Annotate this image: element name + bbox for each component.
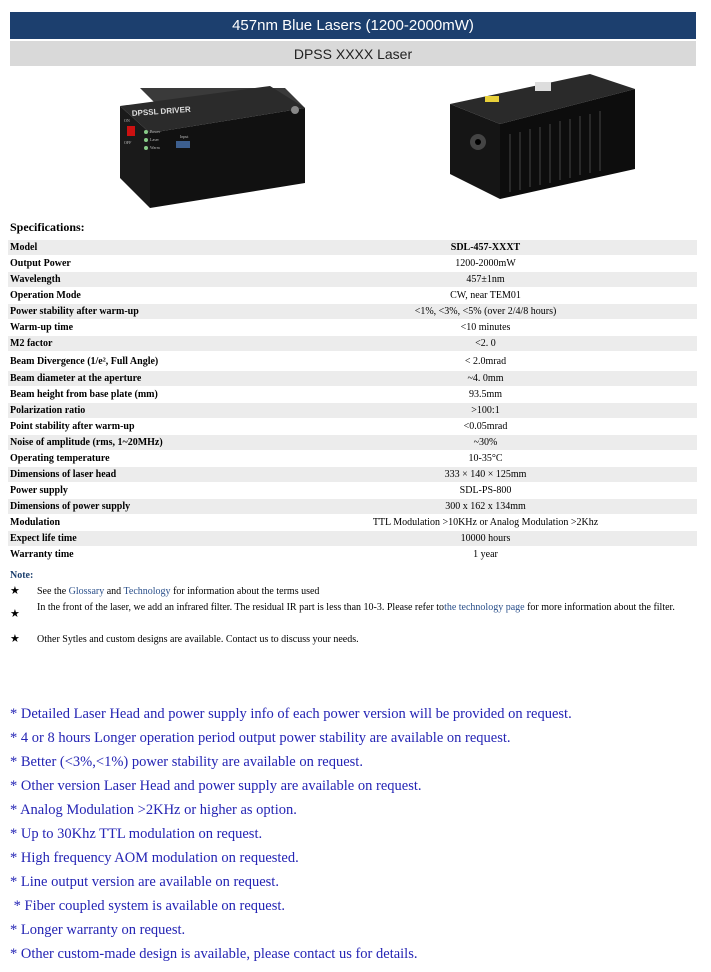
- driver-warm-label: Warm: [150, 145, 160, 150]
- list-item: * Fiber coupled system is available on request.: [10, 898, 286, 914]
- driver-label: DPSSL DRIVER: [131, 104, 191, 118]
- fan-icon: [291, 106, 299, 114]
- page-title: 457nm Blue Lasers (1200-2000mW): [10, 12, 696, 39]
- table-row: [8, 403, 697, 418]
- spec-key: Output Power: [8, 256, 274, 271]
- specifications-heading: Specifications:: [10, 220, 85, 234]
- spec-key: M2 factor: [8, 336, 274, 351]
- spec-key: Polarization ratio: [8, 403, 274, 418]
- list-item: * Other version Laser Head and power supply are available on request.: [10, 778, 422, 794]
- star-icon: ★: [10, 585, 20, 597]
- page-subtitle: DPSS XXXX Laser: [10, 41, 696, 66]
- spec-key: Model: [8, 240, 274, 255]
- list-item: * Analog Modulation >2KHz or higher as option.: [10, 802, 297, 818]
- star-icon: ★: [10, 633, 20, 645]
- spec-value: ~4. 0mm: [274, 371, 697, 386]
- power-switch-icon: [127, 126, 135, 136]
- table-row: [8, 451, 697, 466]
- spec-value: <1%, <3%, <5% (over 2/4/8 hours): [274, 304, 697, 319]
- technology-page-link[interactable]: the technology page: [444, 602, 525, 613]
- table-row: [8, 336, 697, 351]
- options-list: [10, 702, 572, 966]
- spec-value: 1200-2000mW: [274, 256, 697, 271]
- table-row: [8, 352, 697, 370]
- technology-link[interactable]: Technology: [123, 586, 171, 597]
- indicator-led-icon: [144, 130, 148, 134]
- spec-key: Wavelength: [8, 272, 274, 287]
- spec-value: <2. 0: [274, 336, 697, 351]
- driver-input-label: Input: [180, 134, 189, 139]
- table-row: [8, 531, 697, 546]
- specifications-table: [8, 239, 697, 563]
- table-row: [8, 371, 697, 386]
- spec-value: CW, near TEM01: [274, 288, 697, 303]
- table-row: [8, 272, 697, 287]
- table-row: [8, 515, 697, 530]
- spec-value: 333 × 140 × 125mm: [274, 467, 697, 482]
- spec-key: Power supply: [8, 483, 274, 498]
- table-row: [8, 240, 697, 255]
- spec-value: < 2.0mrad: [274, 352, 697, 370]
- table-row: [8, 467, 697, 482]
- spec-value: 93.5mm: [274, 387, 697, 402]
- table-row: [8, 387, 697, 402]
- spec-value: 457±1nm: [274, 272, 697, 287]
- spec-value: TTL Modulation >10KHz or Analog Modulation >2Khz: [274, 515, 697, 530]
- driver-on-label: ON: [124, 118, 130, 123]
- table-row: [8, 419, 697, 434]
- spec-key: Power stability after warm-up: [8, 304, 274, 319]
- spec-value: 1 year: [274, 547, 697, 562]
- driver-power-label: Power: [150, 129, 161, 134]
- spec-value: >100:1: [274, 403, 697, 418]
- spec-key: Beam height from base plate (mm): [8, 387, 274, 402]
- note-item: [10, 632, 687, 647]
- spec-key: Modulation: [8, 515, 274, 530]
- spec-key: Dimensions of laser head: [8, 467, 274, 482]
- table-row: [8, 547, 697, 562]
- spec-key: Warm-up time: [8, 320, 274, 335]
- table-row: [8, 435, 697, 450]
- spec-key: Expect life time: [8, 531, 274, 546]
- spec-value: 10000 hours: [274, 531, 697, 546]
- note-text: In the front of the laser, we add an infrared filter. The residual IR part is less than 10-3. Please refer tothe technology page for more information about the filter.: [37, 602, 675, 613]
- list-item: * High frequency AOM modulation on requested.: [10, 850, 299, 866]
- note-item: [10, 600, 687, 620]
- label-sticker-icon: [535, 82, 551, 91]
- list-item: * Detailed Laser Head and power supply info of each power version will be provided on request.: [10, 706, 572, 722]
- table-row: [8, 483, 697, 498]
- note-item: [10, 584, 687, 599]
- list-item: * Other custom-made design is available, please contact us for details.: [10, 946, 418, 962]
- indicator-led-icon: [144, 146, 148, 150]
- table-row: [8, 320, 697, 335]
- list-item: * Line output version are available on request.: [10, 874, 279, 890]
- list-item: * Better (<3%,<1%) power stability are available on request.: [10, 754, 363, 770]
- table-row: [8, 256, 697, 271]
- spec-value: <0.05mrad: [274, 419, 697, 434]
- spec-key: Noise of amplitude (rms, 1~20MHz): [8, 435, 274, 450]
- star-icon: ★: [10, 608, 20, 620]
- spec-value: ~30%: [274, 435, 697, 450]
- table-row: [8, 288, 697, 303]
- spec-key: Operation Mode: [8, 288, 274, 303]
- warning-sticker-icon: [485, 96, 499, 102]
- spec-key: Operating temperature: [8, 451, 274, 466]
- list-item: * Up to 30Khz TTL modulation on request.: [10, 826, 263, 842]
- indicator-led-icon: [144, 138, 148, 142]
- laser-head-image: [440, 74, 640, 210]
- spec-key: Warranty time: [8, 547, 274, 562]
- spec-value: 300 x 162 x 134mm: [274, 499, 697, 514]
- list-item: * 4 or 8 hours Longer operation period output power stability are available on request.: [10, 730, 511, 746]
- spec-key: Point stability after warm-up: [8, 419, 274, 434]
- spec-value: 10-35°C: [274, 451, 697, 466]
- spec-value: SDL-457-XXXT: [274, 240, 697, 255]
- spec-key: Beam diameter at the aperture: [8, 371, 274, 386]
- spec-value: SDL-PS-800: [274, 483, 697, 498]
- table-row: [8, 304, 697, 319]
- glossary-link[interactable]: Glossary: [68, 586, 105, 597]
- driver-off-label: OFF: [124, 140, 132, 145]
- spec-key: Dimensions of power supply: [8, 499, 274, 514]
- spec-value: <10 minutes: [274, 320, 697, 335]
- driver-image: [110, 78, 310, 213]
- serial-port-icon: [176, 141, 190, 148]
- spec-key: Beam Divergence (1/e², Full Angle): [8, 352, 274, 370]
- driver-laser-label: Laser: [150, 137, 159, 142]
- list-item: * Longer warranty on request.: [10, 922, 186, 938]
- aperture-lens-icon: [475, 139, 481, 145]
- note-text: Other Sytles and custom designs are available. Contact us to discuss your needs.: [37, 634, 359, 645]
- note-text: See the Glossary and Technology for information about the terms used: [37, 586, 320, 597]
- table-row: [8, 499, 697, 514]
- note-heading: Note:: [10, 570, 34, 581]
